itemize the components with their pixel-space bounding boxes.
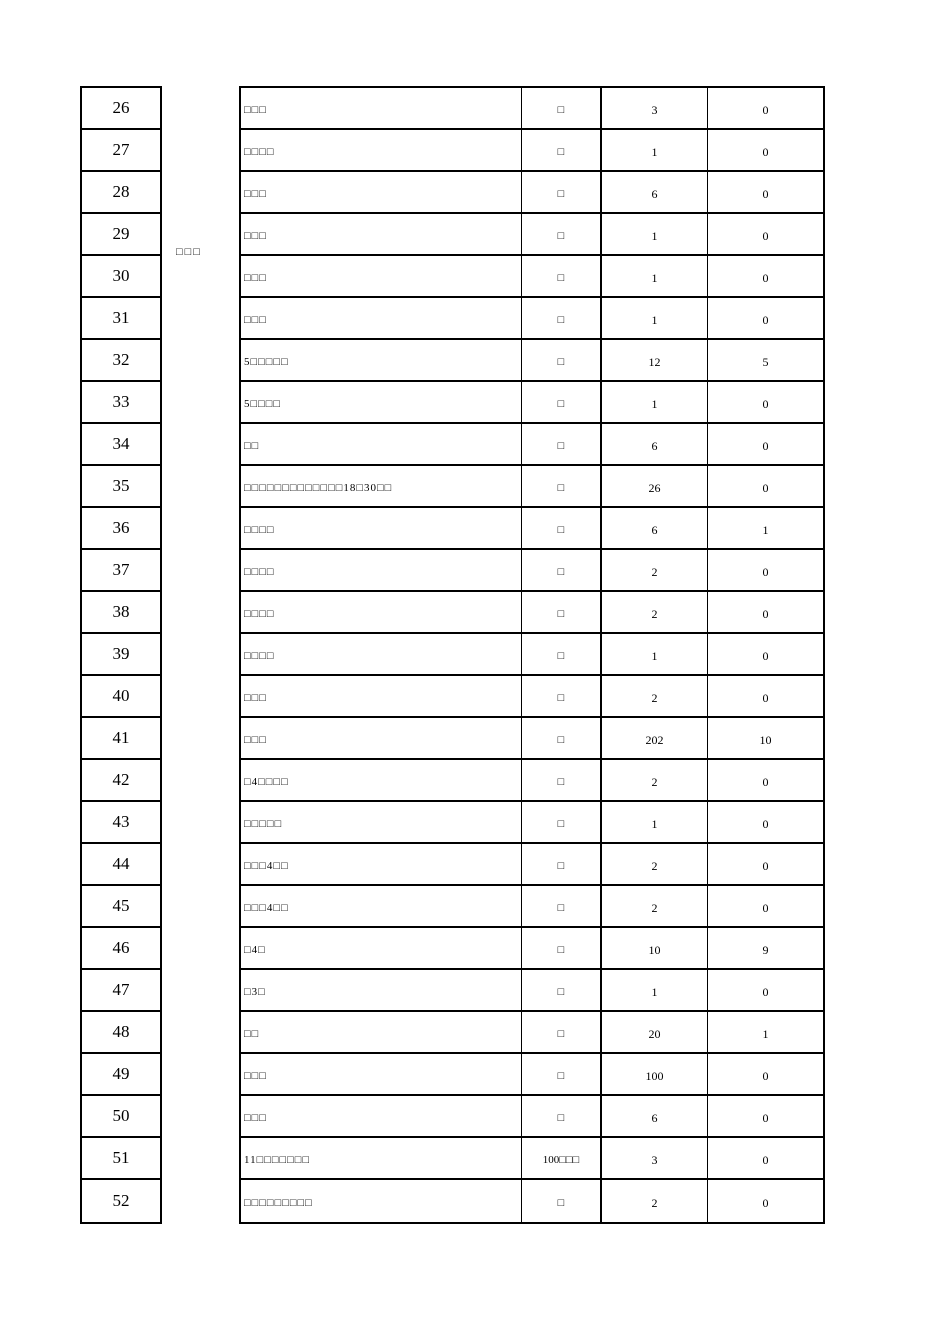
quantity-cell: 1 <box>602 214 708 254</box>
table-row <box>241 928 823 970</box>
unit-cell: □ <box>522 634 602 674</box>
value-cell: 0 <box>762 648 769 663</box>
unit-cell: □ <box>522 760 602 800</box>
quantity-cell: 12 <box>602 340 708 380</box>
table-row <box>241 508 823 550</box>
quantity-cell: 6 <box>602 508 708 548</box>
item-name-cell: □□□ <box>241 676 522 716</box>
item-name-cell: □□□ <box>241 1096 522 1136</box>
table-row <box>241 172 823 214</box>
table-row <box>241 130 823 172</box>
item-name-cell: □□□4□□ <box>241 886 522 926</box>
quantity-cell: 26 <box>602 466 708 506</box>
value-cell: 1 <box>762 522 769 537</box>
row-number: 29 <box>82 214 160 256</box>
unit-cell: □ <box>522 592 602 632</box>
table-row <box>241 718 823 760</box>
row-number: 44 <box>82 844 160 886</box>
item-name-cell: 5□□□□ <box>241 382 522 422</box>
item-name-cell: □□□4□□ <box>241 844 522 884</box>
unit-cell: □ <box>522 382 602 422</box>
value-cell: 0 <box>762 144 769 159</box>
item-name-cell: □□ <box>241 424 522 464</box>
unit-cell: □ <box>522 256 602 296</box>
unit-cell: □ <box>522 1054 602 1094</box>
unit-cell: □ <box>522 802 602 842</box>
value-cell: 0 <box>762 102 769 117</box>
row-number: 41 <box>82 718 160 760</box>
quantity-cell: 202 <box>602 718 708 758</box>
unit-cell: □ <box>522 886 602 926</box>
unit-cell: □ <box>522 676 602 716</box>
row-number: 35 <box>82 466 160 508</box>
unit-cell: □ <box>522 214 602 254</box>
value-cell: 0 <box>762 816 769 831</box>
row-number: 36 <box>82 508 160 550</box>
row-number: 27 <box>82 130 160 172</box>
quantity-cell: 2 <box>602 592 708 632</box>
table-row <box>241 760 823 802</box>
unit-cell: □ <box>522 172 602 212</box>
table-row <box>241 844 823 886</box>
unit-cell: □ <box>522 718 602 758</box>
value-cell: 1 <box>762 1026 769 1041</box>
row-number: 48 <box>82 1012 160 1054</box>
row-number: 28 <box>82 172 160 214</box>
item-name-cell: □□□ <box>241 214 522 254</box>
quantity-cell: 2 <box>602 760 708 800</box>
table-row <box>241 550 823 592</box>
unit-cell: 100□□□ <box>522 1138 602 1178</box>
quantity-cell: 20 <box>602 1012 708 1052</box>
item-name-cell: □□□ <box>241 298 522 338</box>
quantity-cell: 1 <box>602 970 708 1010</box>
item-name-cell: □□□□ <box>241 634 522 674</box>
value-cell: 0 <box>762 1110 769 1125</box>
row-number: 32 <box>82 340 160 382</box>
item-name-cell: □4□□□□ <box>241 760 522 800</box>
item-name-cell: □□ <box>241 1012 522 1052</box>
item-name-cell: □4□ <box>241 928 522 968</box>
row-number: 42 <box>82 760 160 802</box>
table-row <box>241 970 823 1012</box>
quantity-cell: 2 <box>602 1180 708 1222</box>
quantity-cell: 3 <box>602 88 708 128</box>
unit-cell: □ <box>522 970 602 1010</box>
row-number: 45 <box>82 886 160 928</box>
item-name-cell: □□□□□□□□□ <box>241 1180 522 1222</box>
quantity-cell: 10 <box>602 928 708 968</box>
unit-cell: □ <box>522 1012 602 1052</box>
item-name-cell: □□□□ <box>241 592 522 632</box>
quantity-cell: 2 <box>602 676 708 716</box>
unit-cell: □ <box>522 1180 602 1222</box>
item-name-cell: □□□□□□□□□□□□□18□30□□ <box>241 466 522 506</box>
item-name-cell: □□□□ <box>241 130 522 170</box>
row-number-column <box>80 86 162 1224</box>
row-number: 34 <box>82 424 160 466</box>
value-cell: 0 <box>762 1152 769 1167</box>
item-name-cell: 5□□□□□ <box>241 340 522 380</box>
value-cell: 0 <box>762 900 769 915</box>
row-number: 33 <box>82 382 160 424</box>
table-row <box>241 1054 823 1096</box>
table-row <box>241 256 823 298</box>
unit-cell: □ <box>522 466 602 506</box>
value-cell: 0 <box>762 606 769 621</box>
table-row <box>241 298 823 340</box>
table-row <box>241 1012 823 1054</box>
value-cell: 0 <box>762 270 769 285</box>
value-cell: 0 <box>762 858 769 873</box>
item-name-cell: 11□□□□□□□ <box>241 1138 522 1178</box>
value-cell: 9 <box>762 942 769 957</box>
unit-cell: □ <box>522 88 602 128</box>
value-cell: 0 <box>762 228 769 243</box>
value-cell: 5 <box>762 354 769 369</box>
table-row <box>241 340 823 382</box>
table-row <box>241 802 823 844</box>
table-row <box>241 676 823 718</box>
row-number: 49 <box>82 1054 160 1096</box>
quantity-cell: 2 <box>602 886 708 926</box>
item-name-cell: □□□ <box>241 172 522 212</box>
quantity-cell: 6 <box>602 424 708 464</box>
table-row <box>241 1138 823 1180</box>
quantity-cell: 3 <box>602 1138 708 1178</box>
table-row <box>241 424 823 466</box>
quantity-cell: 1 <box>602 130 708 170</box>
value-cell: 0 <box>762 186 769 201</box>
row-number: 43 <box>82 802 160 844</box>
quantity-cell: 1 <box>602 298 708 338</box>
quantity-cell: 100 <box>602 1054 708 1094</box>
quantity-cell: 1 <box>602 382 708 422</box>
row-number: 31 <box>82 298 160 340</box>
quantity-cell: 6 <box>602 172 708 212</box>
row-number: 51 <box>82 1138 160 1180</box>
table-row <box>241 1180 823 1222</box>
table-row <box>241 634 823 676</box>
table-row <box>241 382 823 424</box>
value-cell: 0 <box>762 396 769 411</box>
value-cell: 0 <box>762 1195 769 1210</box>
table-row <box>241 88 823 130</box>
table-row <box>241 592 823 634</box>
unit-cell: □ <box>522 424 602 464</box>
value-cell: 0 <box>762 312 769 327</box>
value-cell: 0 <box>762 984 769 999</box>
category-label: □□□ <box>176 246 202 258</box>
table-row <box>241 1096 823 1138</box>
item-name-cell: □□□ <box>241 256 522 296</box>
item-name-cell: □□□ <box>241 718 522 758</box>
unit-cell: □ <box>522 298 602 338</box>
value-cell: 0 <box>762 774 769 789</box>
item-name-cell: □□□ <box>241 1054 522 1094</box>
unit-cell: □ <box>522 130 602 170</box>
quantity-cell: 2 <box>602 844 708 884</box>
quantity-cell: 6 <box>602 1096 708 1136</box>
quantity-cell: 1 <box>602 802 708 842</box>
table-row <box>241 886 823 928</box>
unit-cell: □ <box>522 844 602 884</box>
table-row <box>241 466 823 508</box>
unit-cell: □ <box>522 508 602 548</box>
value-cell: 0 <box>762 690 769 705</box>
row-number: 26 <box>82 88 160 130</box>
quantity-cell: 1 <box>602 634 708 674</box>
row-number: 50 <box>82 1096 160 1138</box>
quantity-cell: 1 <box>602 256 708 296</box>
unit-cell: □ <box>522 1096 602 1136</box>
item-name-cell: □□□□ <box>241 508 522 548</box>
row-number: 37 <box>82 550 160 592</box>
item-name-cell: □□□□□ <box>241 802 522 842</box>
row-number: 46 <box>82 928 160 970</box>
row-number: 40 <box>82 676 160 718</box>
value-cell: 0 <box>762 480 769 495</box>
value-cell: 10 <box>759 732 772 747</box>
row-number: 30 <box>82 256 160 298</box>
table-row <box>241 214 823 256</box>
value-cell: 0 <box>762 1068 769 1083</box>
items-table <box>239 86 825 1224</box>
item-name-cell: □□□ <box>241 88 522 128</box>
item-name-cell: □□□□ <box>241 550 522 590</box>
row-number: 39 <box>82 634 160 676</box>
value-cell: 0 <box>762 564 769 579</box>
value-cell: 0 <box>762 438 769 453</box>
unit-cell: □ <box>522 550 602 590</box>
unit-cell: □ <box>522 340 602 380</box>
row-number: 52 <box>112 1191 130 1210</box>
item-name-cell: □3□ <box>241 970 522 1010</box>
quantity-cell: 2 <box>602 550 708 590</box>
row-number: 47 <box>82 970 160 1012</box>
unit-cell: □ <box>522 928 602 968</box>
row-number: 38 <box>82 592 160 634</box>
